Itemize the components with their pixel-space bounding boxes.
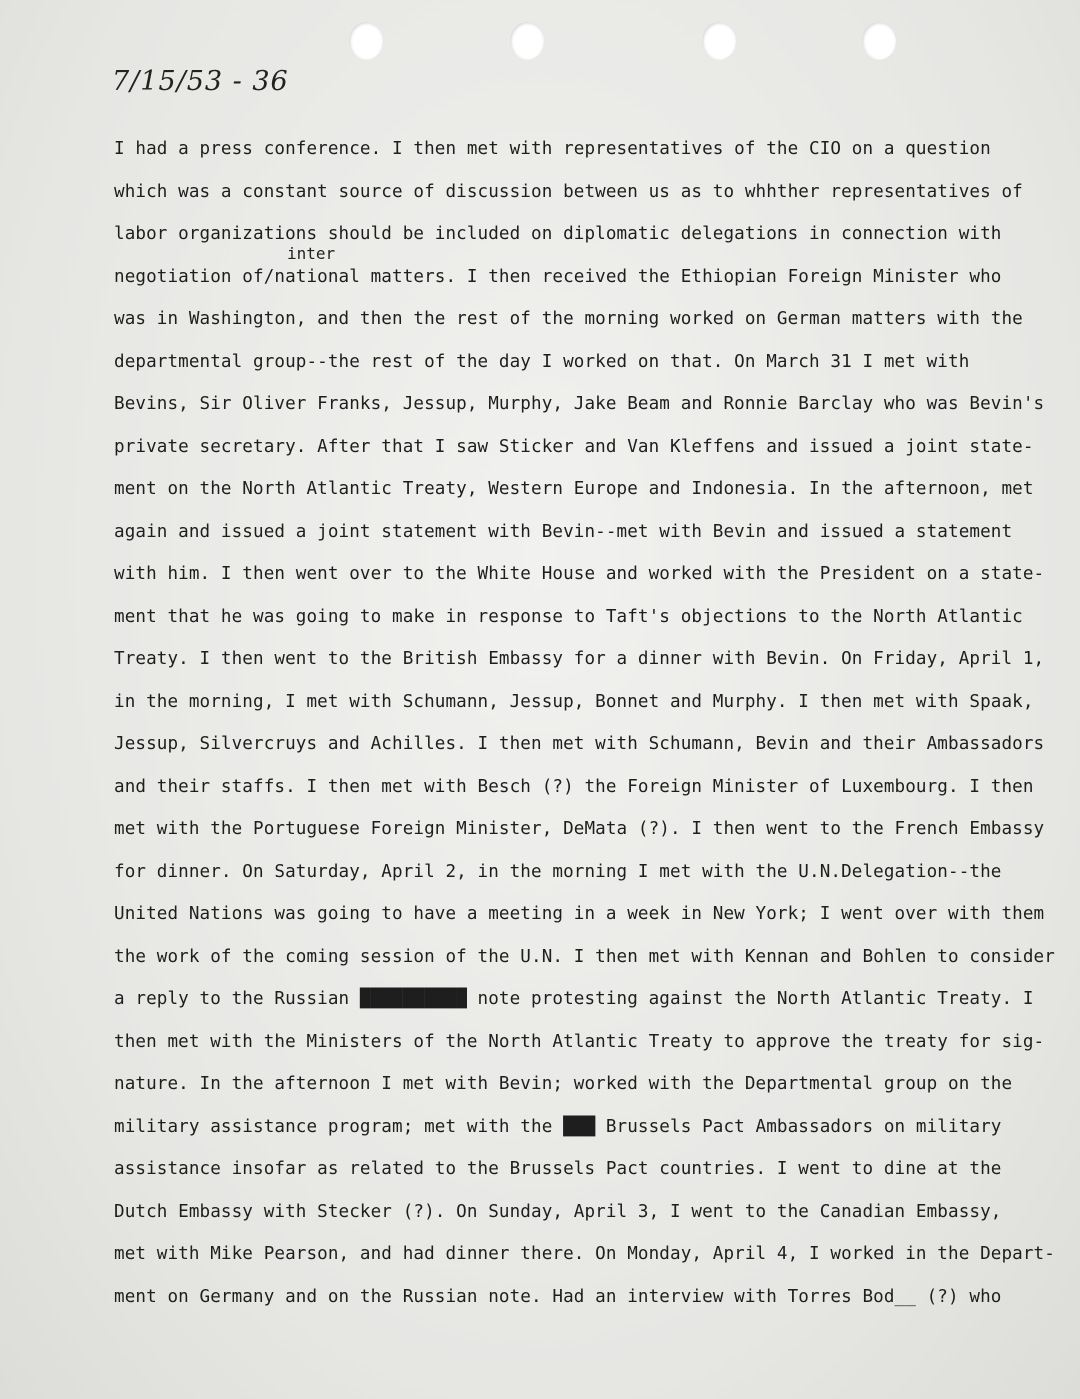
text-line: ment that he was going to make in response to Taft's objections to the North Atlantic bbox=[114, 606, 1023, 627]
interlinear-insertion: inter bbox=[287, 244, 336, 263]
text-line: and their staffs. I then met with Besch (?) the Foreign Minister of Luxembourg. I then bbox=[114, 776, 1034, 797]
text-line: ment on the North Atlantic Treaty, Western Europe and Indonesia. In the afternoon, met bbox=[114, 479, 1034, 499]
text-line: Bevins, Sir Oliver Franks, Jessup, Murphy, Jake Beam and Ronnie Barclay who was Bevin's bbox=[114, 394, 1045, 414]
text-line: for dinner. On Saturday, April 2, in the morning I met with the U.N.Delegation--the bbox=[114, 861, 1002, 882]
text-line: I had a press conference. I then met with representatives of the CIO on a question bbox=[114, 139, 991, 159]
text-line: in the morning, I met with Schumann, Jessup, Bonnet and Murphy. I then met with Spaak, bbox=[114, 691, 1034, 712]
text-line: a reply to the Russian ██████████ note protesting against the North Atlantic Treaty. I bbox=[114, 989, 1034, 1009]
text-line: again and issued a joint statement with Bevin--met with Bevin and issued a statement bbox=[114, 521, 1013, 542]
text-line: met with Mike Pearson, and had dinner there. On Monday, April 4, I worked in the Depart- bbox=[114, 1244, 1055, 1264]
text-line: departmental group--the rest of the day I worked on that. On March 31 I met with bbox=[114, 351, 970, 372]
page-header: 7/15/53 - 36 bbox=[112, 66, 289, 97]
text-line: Treaty. I then went to the British Embassy for a dinner with Bevin. On Friday, April 1, bbox=[114, 649, 1045, 669]
text-line: Dutch Embassy with Stecker (?). On Sunday, April 3, I went to the Canadian Embassy, bbox=[114, 1201, 1002, 1222]
punch-hole-3 bbox=[702, 22, 736, 60]
text-line: negotiation of/national matters. I then received the Ethiopian Foreign Minister who bbox=[114, 266, 1002, 287]
text-line: assistance insofar as related to the Brussels Pact countries. I went to dine at the bbox=[114, 1159, 1002, 1179]
punch-hole-4 bbox=[862, 22, 896, 60]
document-body bbox=[114, 136, 1064, 1326]
text-line: labor organizations should be included on diplomatic delegations in connection with bbox=[114, 224, 1002, 244]
text-line: the work of the coming session of the U.N. I then met with Kennan and Bohlen to consider bbox=[114, 946, 1055, 967]
text-line: was in Washington, and then the rest of the morning worked on German matters with the bbox=[114, 309, 1023, 329]
text-line: United Nations was going to have a meeting in a week in New York; I went over with them bbox=[114, 904, 1045, 924]
text-line: which was a constant source of discussion between us as to whhther representatives of bbox=[114, 181, 1023, 202]
text-line: Jessup, Silvercruys and Achilles. I then met with Schumann, Bevin and their Ambassadors bbox=[114, 734, 1045, 754]
punch-hole-1 bbox=[349, 22, 383, 60]
text-line: met with the Portuguese Foreign Minister, DeMata (?). I then went to the French Embassy bbox=[114, 819, 1045, 839]
text-line: with him. I then went over to the White House and worked with the President on a state- bbox=[114, 564, 1045, 584]
punch-hole-2 bbox=[510, 22, 544, 60]
text-line: ment on Germany and on the Russian note. Had an interview with Torres Bod__ (?) who bbox=[114, 1286, 1002, 1307]
text-line: then met with the Ministers of the North Atlantic Treaty to approve the treaty for sig- bbox=[114, 1031, 1045, 1052]
text-line: military assistance program; met with the ███ Brussels Pact Ambassadors on military bbox=[114, 1116, 1002, 1137]
text-line: private secretary. After that I saw Sticker and Van Kleffens and issued a joint state- bbox=[114, 436, 1034, 457]
text-line: nature. In the afternoon I met with Bevin; worked with the Departmental group on the bbox=[114, 1074, 1013, 1094]
